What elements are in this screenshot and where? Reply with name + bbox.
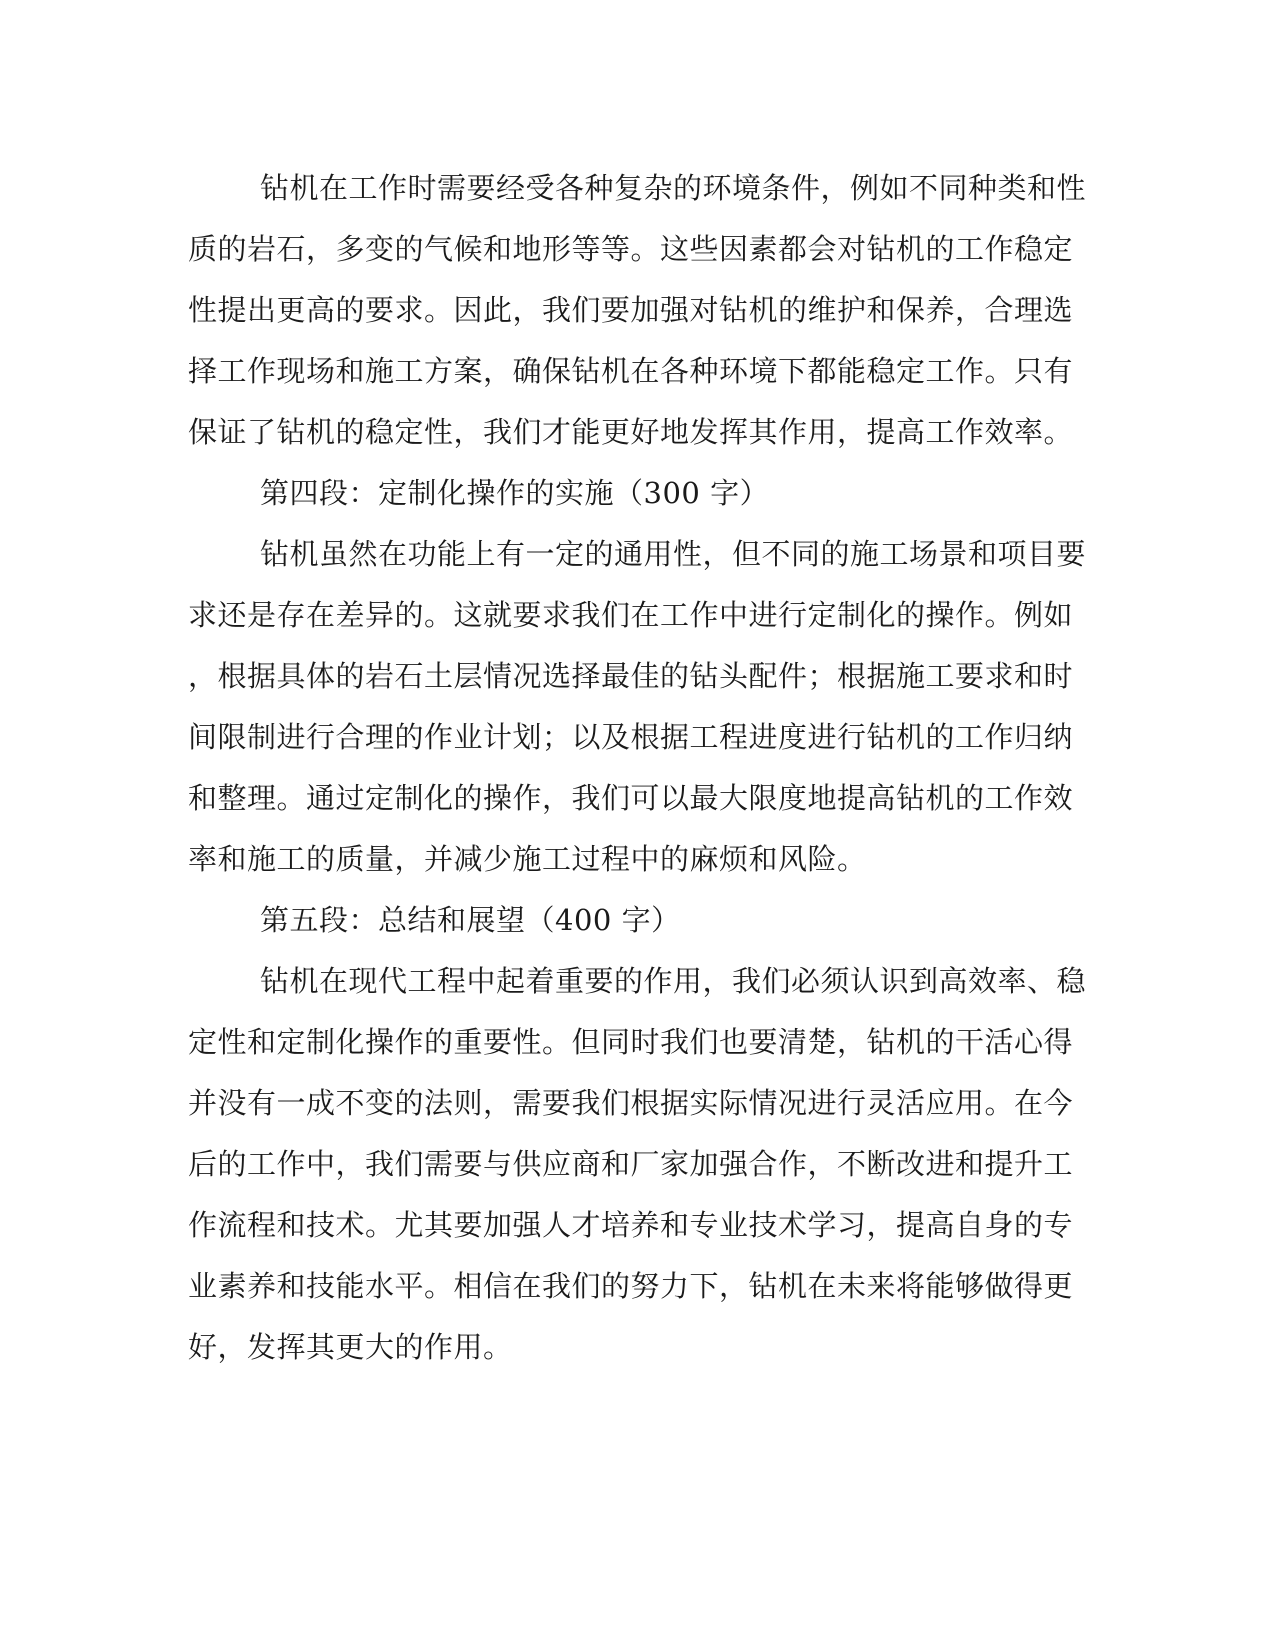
section-heading-5: 第五段：总结和展望（400 字） — [260, 903, 681, 937]
paragraph-line: 作流程和技术。尤其要加强人才培养和专业技术学习，提高自身的专 — [188, 1208, 1074, 1242]
paragraph-line: 求还是存在差异的。这就要求我们在工作中进行定制化的操作。例如 — [188, 598, 1074, 632]
paragraph-line: 钻机虽然在功能上有一定的通用性，但不同的施工场景和项目要 — [260, 537, 1087, 571]
paragraph-line: 间限制进行合理的作业计划；以及根据工程进度进行钻机的工作归纳 — [188, 720, 1074, 754]
paragraph-line: 钻机在现代工程中起着重要的作用，我们必须认识到高效率、稳 — [260, 964, 1087, 998]
paragraph-line: 好，发挥其更大的作用。 — [188, 1330, 513, 1364]
paragraph-line: 后的工作中，我们需要与供应商和厂家加强合作，不断改进和提升工 — [188, 1147, 1074, 1181]
paragraph-line: 保证了钻机的稳定性，我们才能更好地发挥其作用，提高工作效率。 — [188, 415, 1074, 449]
paragraph-line: 和整理。通过定制化的操作，我们可以最大限度地提高钻机的工作效 — [188, 781, 1074, 815]
paragraph-line: 率和施工的质量，并减少施工过程中的麻烦和风险。 — [188, 842, 867, 876]
paragraph-line: ，根据具体的岩石土层情况选择最佳的钻头配件；根据施工要求和时 — [188, 659, 1074, 693]
paragraph-line: 择工作现场和施工方案，确保钻机在各种环境下都能稳定工作。只有 — [188, 354, 1074, 388]
paragraph-line: 钻机在工作时需要经受各种复杂的环境条件，例如不同种类和性 — [260, 171, 1087, 205]
paragraph-line: 质的岩石，多变的气候和地形等等。这些因素都会对钻机的工作稳定 — [188, 232, 1074, 266]
paragraph-line: 并没有一成不变的法则，需要我们根据实际情况进行灵活应用。在今 — [188, 1086, 1074, 1120]
paragraph-line: 业素养和技能水平。相信在我们的努力下，钻机在未来将能够做得更 — [188, 1269, 1074, 1303]
paragraph-line: 性提出更高的要求。因此，我们要加强对钻机的维护和保养，合理选 — [188, 293, 1074, 327]
paragraph-line: 定性和定制化操作的重要性。但同时我们也要清楚，钻机的干活心得 — [188, 1025, 1074, 1059]
section-heading-4: 第四段：定制化操作的实施（300 字） — [260, 476, 770, 510]
